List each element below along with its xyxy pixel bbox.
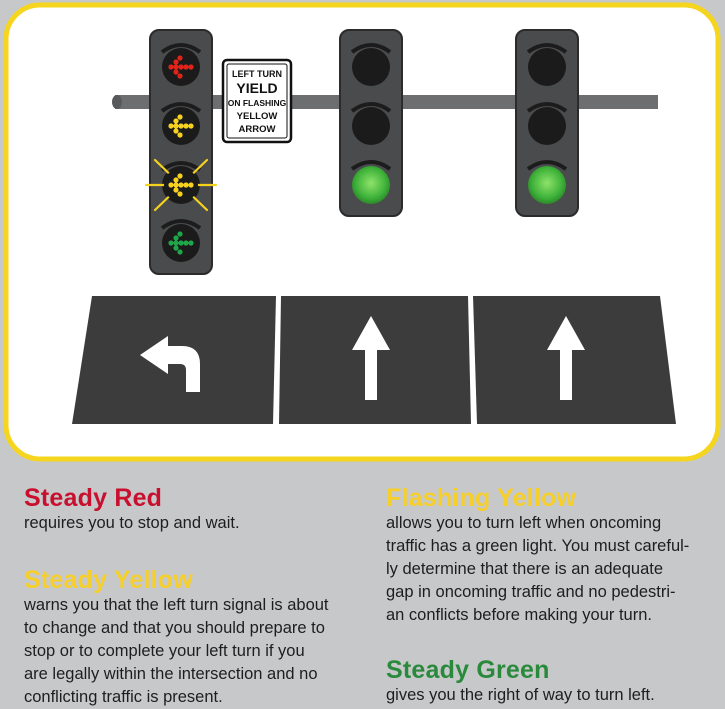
flashing-yellow-section <box>386 484 716 627</box>
steady-red-section <box>24 484 364 535</box>
signal-2-yellow-off <box>528 107 566 145</box>
steady-yellow-heading: Steady Yellow <box>24 566 193 594</box>
sign-line-2: YIELD <box>236 80 278 96</box>
signal-1-green-light <box>352 166 390 204</box>
through-signal-2 <box>516 30 578 216</box>
signal-2-green-light <box>528 166 566 204</box>
road-lanes <box>72 296 676 424</box>
steady-green-text: gives you the right of way to turn left. <box>386 686 655 704</box>
signal-1-yellow-off <box>352 107 390 145</box>
through-signal-1 <box>340 30 402 216</box>
sign-line-4: YELLOW <box>236 111 278 122</box>
sign-line-5: ARROW <box>238 124 276 135</box>
steady-green-section <box>386 656 716 707</box>
steady-yellow-section <box>24 566 374 709</box>
steady-green-heading: Steady Green <box>386 656 550 684</box>
left-turn-yield-sign <box>223 60 291 142</box>
flashing-yellow-text: allows you to turn left when oncoming traffic has a green light. You must careful- ly determine that there is an adequate gap in oncoming traffic and no pedestri- an conflicts before making your turn. <box>386 514 690 624</box>
signal-2-red-off <box>528 48 566 86</box>
steady-red-heading: Steady Red <box>24 484 163 512</box>
signal-1-red-off <box>352 48 390 86</box>
steady-red-text: requires you to stop and wait. <box>24 514 240 532</box>
flashing-yellow-heading: Flashing Yellow <box>386 484 577 512</box>
steady-yellow-text: warns you that the left turn signal is about to change and that you should prepare to stop or to complete your left turn if you are legally within the intersection and no conflicting traffic is present. <box>24 596 329 706</box>
sign-line-1: LEFT TURN <box>232 69 282 79</box>
sign-line-3: ON FLASHING <box>227 98 287 108</box>
mast-arm-end <box>112 95 122 109</box>
